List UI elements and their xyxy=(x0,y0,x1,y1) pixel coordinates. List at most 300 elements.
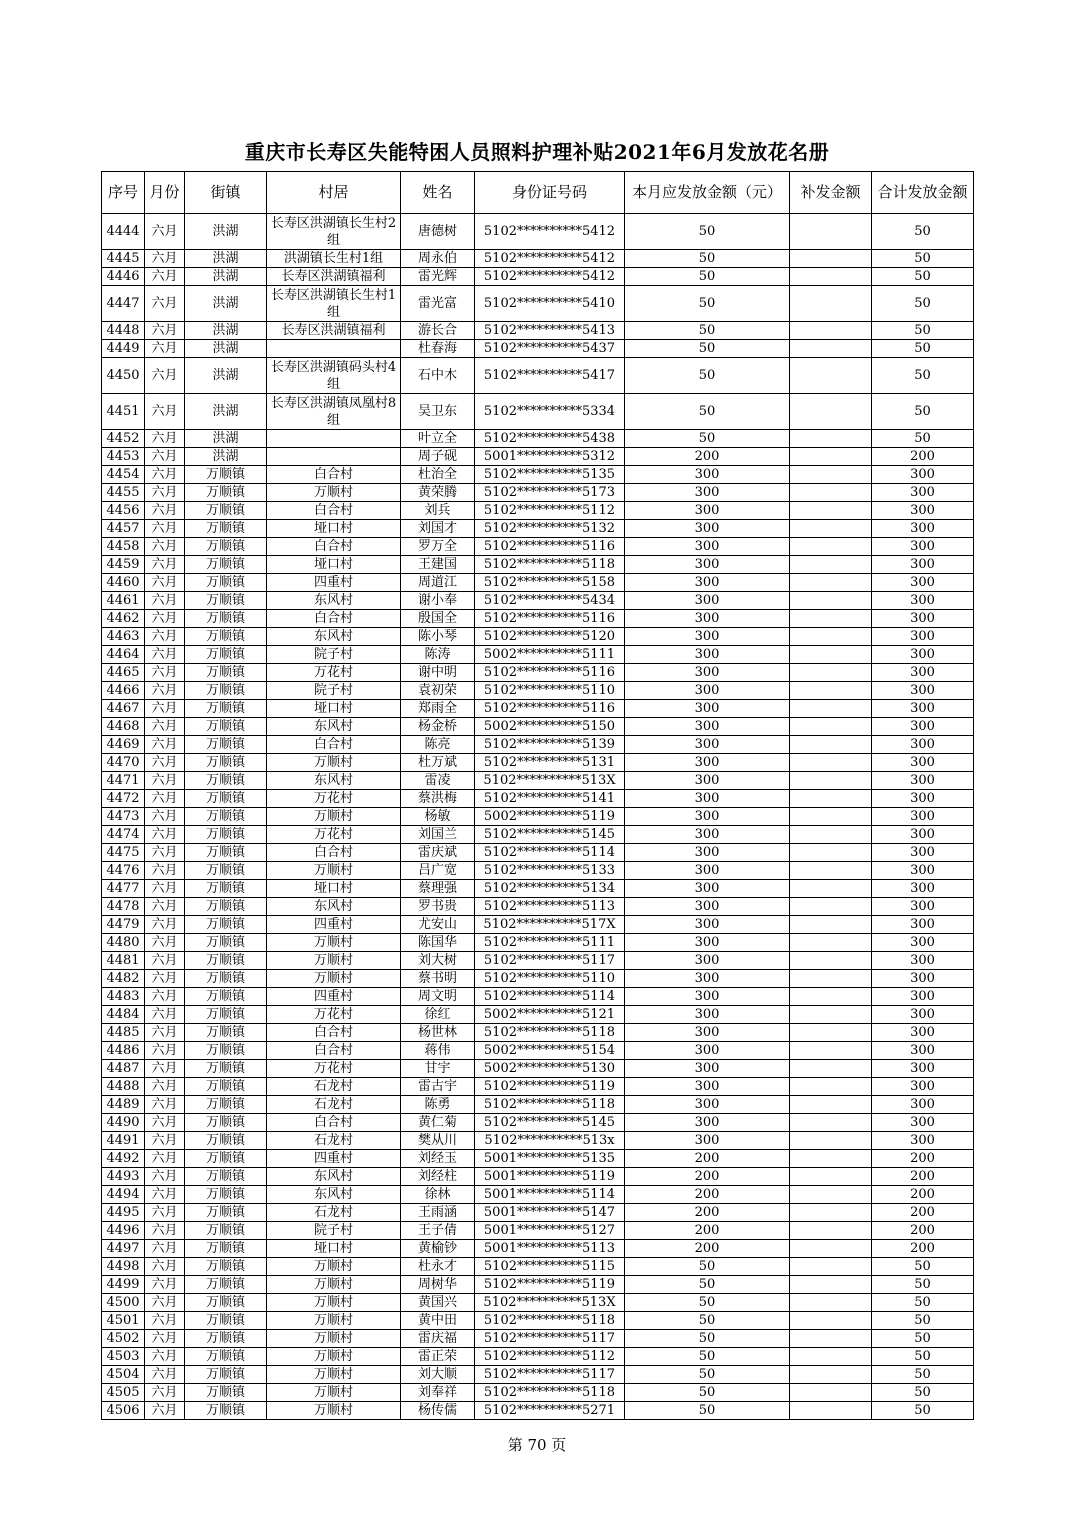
cell-no: 4485 xyxy=(102,1024,145,1042)
cell-name: 周子砚 xyxy=(401,448,475,466)
cell-town: 万顺镇 xyxy=(185,682,267,700)
cell-supplement xyxy=(790,574,872,592)
cell-total: 300 xyxy=(872,502,974,520)
cell-amount: 300 xyxy=(625,700,790,718)
cell-supplement xyxy=(790,268,872,286)
cell-town: 万顺镇 xyxy=(185,1222,267,1240)
table-row xyxy=(102,1312,974,1330)
cell-village: 洪湖镇长生村1组 xyxy=(267,250,401,268)
cell-name: 吴卫东 xyxy=(401,394,475,430)
cell-name: 吕广宽 xyxy=(401,862,475,880)
cell-total: 300 xyxy=(872,538,974,556)
cell-amount: 50 xyxy=(625,286,790,322)
cell-amount: 300 xyxy=(625,1006,790,1024)
cell-supplement xyxy=(790,934,872,952)
cell-month: 六月 xyxy=(145,1348,185,1366)
cell-id-number: 5102**********513X xyxy=(475,772,625,790)
cell-month: 六月 xyxy=(145,1402,185,1420)
cell-month: 六月 xyxy=(145,934,185,952)
cell-no: 4504 xyxy=(102,1366,145,1384)
cell-month: 六月 xyxy=(145,988,185,1006)
cell-no: 4463 xyxy=(102,628,145,646)
cell-total: 50 xyxy=(872,1384,974,1402)
cell-town: 万顺镇 xyxy=(185,898,267,916)
cell-village xyxy=(267,448,401,466)
cell-supplement xyxy=(790,808,872,826)
cell-id-number: 5001**********5147 xyxy=(475,1204,625,1222)
cell-month: 六月 xyxy=(145,1222,185,1240)
cell-amount: 300 xyxy=(625,502,790,520)
cell-amount: 200 xyxy=(625,1240,790,1258)
cell-village: 四重村 xyxy=(267,1150,401,1168)
cell-no: 4499 xyxy=(102,1276,145,1294)
cell-total: 50 xyxy=(872,268,974,286)
cell-name: 郑雨全 xyxy=(401,700,475,718)
table-row xyxy=(102,1240,974,1258)
cell-total: 50 xyxy=(872,340,974,358)
table-row xyxy=(102,952,974,970)
cell-no: 4490 xyxy=(102,1114,145,1132)
cell-id-number: 5001**********5114 xyxy=(475,1186,625,1204)
cell-total: 300 xyxy=(872,700,974,718)
cell-id-number: 5102**********5131 xyxy=(475,754,625,772)
cell-village: 石龙村 xyxy=(267,1132,401,1150)
cell-id-number: 5001**********5113 xyxy=(475,1240,625,1258)
cell-month: 六月 xyxy=(145,952,185,970)
cell-name: 黄荣腾 xyxy=(401,484,475,502)
cell-month: 六月 xyxy=(145,1366,185,1384)
cell-no: 4459 xyxy=(102,556,145,574)
header-month: 月份 xyxy=(145,172,185,214)
subsidy-roster-table xyxy=(101,171,974,1420)
cell-name: 雷庆斌 xyxy=(401,844,475,862)
cell-id-number: 5102**********5437 xyxy=(475,340,625,358)
cell-name: 黄仁菊 xyxy=(401,1114,475,1132)
cell-no: 4473 xyxy=(102,808,145,826)
cell-village: 万顺村 xyxy=(267,1348,401,1366)
cell-amount: 300 xyxy=(625,862,790,880)
cell-village: 万花村 xyxy=(267,1060,401,1078)
cell-month: 六月 xyxy=(145,772,185,790)
cell-amount: 300 xyxy=(625,1042,790,1060)
table-row xyxy=(102,862,974,880)
cell-amount: 50 xyxy=(625,394,790,430)
cell-village: 院子村 xyxy=(267,646,401,664)
cell-village: 东风村 xyxy=(267,898,401,916)
cell-name: 杨世林 xyxy=(401,1024,475,1042)
cell-village: 院子村 xyxy=(267,682,401,700)
cell-total: 300 xyxy=(872,1024,974,1042)
cell-village: 白合村 xyxy=(267,538,401,556)
cell-month: 六月 xyxy=(145,628,185,646)
cell-name: 雷古宇 xyxy=(401,1078,475,1096)
cell-id-number: 5102**********5116 xyxy=(475,610,625,628)
table-row xyxy=(102,1096,974,1114)
cell-month: 六月 xyxy=(145,1276,185,1294)
cell-name: 雷光辉 xyxy=(401,268,475,286)
cell-town: 万顺镇 xyxy=(185,1384,267,1402)
cell-town: 万顺镇 xyxy=(185,1258,267,1276)
cell-name: 黄榆钞 xyxy=(401,1240,475,1258)
cell-id-number: 5002**********5130 xyxy=(475,1060,625,1078)
cell-supplement xyxy=(790,1294,872,1312)
cell-name: 蒋伟 xyxy=(401,1042,475,1060)
cell-town: 万顺镇 xyxy=(185,1096,267,1114)
cell-supplement xyxy=(790,1258,872,1276)
cell-month: 六月 xyxy=(145,1240,185,1258)
cell-amount: 300 xyxy=(625,556,790,574)
cell-town: 洪湖 xyxy=(185,340,267,358)
cell-total: 300 xyxy=(872,826,974,844)
cell-amount: 300 xyxy=(625,1114,790,1132)
cell-town: 万顺镇 xyxy=(185,1366,267,1384)
cell-town: 万顺镇 xyxy=(185,520,267,538)
cell-id-number: 5102**********5412 xyxy=(475,268,625,286)
table-row xyxy=(102,1024,974,1042)
cell-town: 万顺镇 xyxy=(185,1294,267,1312)
cell-id-number: 5102**********5412 xyxy=(475,250,625,268)
cell-name: 杜万斌 xyxy=(401,754,475,772)
cell-id-number: 5102**********5141 xyxy=(475,790,625,808)
cell-month: 六月 xyxy=(145,664,185,682)
cell-amount: 50 xyxy=(625,1258,790,1276)
cell-id-number: 5102**********5434 xyxy=(475,592,625,610)
cell-month: 六月 xyxy=(145,862,185,880)
cell-village: 万顺村 xyxy=(267,862,401,880)
cell-no: 4503 xyxy=(102,1348,145,1366)
table-row xyxy=(102,1150,974,1168)
cell-month: 六月 xyxy=(145,214,185,250)
cell-supplement xyxy=(790,862,872,880)
cell-village: 院子村 xyxy=(267,1222,401,1240)
cell-town: 洪湖 xyxy=(185,358,267,394)
cell-town: 万顺镇 xyxy=(185,1132,267,1150)
cell-amount: 200 xyxy=(625,448,790,466)
cell-village: 白合村 xyxy=(267,1042,401,1060)
cell-total: 300 xyxy=(872,934,974,952)
cell-total: 300 xyxy=(872,754,974,772)
cell-village: 白合村 xyxy=(267,610,401,628)
cell-month: 六月 xyxy=(145,898,185,916)
cell-id-number: 5102**********5132 xyxy=(475,520,625,538)
cell-supplement xyxy=(790,916,872,934)
cell-village: 万顺村 xyxy=(267,1384,401,1402)
table-row xyxy=(102,484,974,502)
table-row xyxy=(102,1258,974,1276)
cell-name: 黄国兴 xyxy=(401,1294,475,1312)
cell-month: 六月 xyxy=(145,754,185,772)
cell-no: 4453 xyxy=(102,448,145,466)
header-village: 村居 xyxy=(267,172,401,214)
cell-name: 雷凌 xyxy=(401,772,475,790)
cell-supplement xyxy=(790,358,872,394)
cell-town: 万顺镇 xyxy=(185,466,267,484)
cell-id-number: 5102**********5112 xyxy=(475,1348,625,1366)
cell-supplement xyxy=(790,430,872,448)
page-title: 重庆市长寿区失能特困人员照料护理补贴2021年6月发放花名册 xyxy=(244,140,830,164)
table-row xyxy=(102,1222,974,1240)
cell-id-number: 5102**********5438 xyxy=(475,430,625,448)
cell-total: 300 xyxy=(872,556,974,574)
cell-supplement xyxy=(790,322,872,340)
cell-village: 垭口村 xyxy=(267,1240,401,1258)
cell-supplement xyxy=(790,538,872,556)
cell-village: 石龙村 xyxy=(267,1078,401,1096)
cell-town: 万顺镇 xyxy=(185,934,267,952)
cell-amount: 300 xyxy=(625,898,790,916)
cell-month: 六月 xyxy=(145,916,185,934)
cell-name: 徐红 xyxy=(401,1006,475,1024)
table-row xyxy=(102,1330,974,1348)
cell-total: 50 xyxy=(872,430,974,448)
cell-supplement xyxy=(790,1042,872,1060)
cell-no: 4471 xyxy=(102,772,145,790)
cell-town: 洪湖 xyxy=(185,250,267,268)
cell-total: 300 xyxy=(872,772,974,790)
cell-name: 刘经玉 xyxy=(401,1150,475,1168)
cell-no: 4454 xyxy=(102,466,145,484)
cell-month: 六月 xyxy=(145,1060,185,1078)
cell-supplement xyxy=(790,1132,872,1150)
cell-supplement xyxy=(790,1186,872,1204)
cell-village xyxy=(267,430,401,448)
cell-id-number: 5102**********5119 xyxy=(475,1078,625,1096)
cell-id-number: 5102**********5145 xyxy=(475,1114,625,1132)
cell-no: 4505 xyxy=(102,1384,145,1402)
cell-name: 陈勇 xyxy=(401,1096,475,1114)
cell-id-number: 5102**********5158 xyxy=(475,574,625,592)
cell-name: 周道江 xyxy=(401,574,475,592)
cell-total: 300 xyxy=(872,664,974,682)
cell-name: 樊从川 xyxy=(401,1132,475,1150)
cell-total: 200 xyxy=(872,1222,974,1240)
cell-supplement xyxy=(790,1150,872,1168)
cell-village: 长寿区洪湖镇长生村2组 xyxy=(267,214,401,250)
cell-no: 4500 xyxy=(102,1294,145,1312)
cell-total: 200 xyxy=(872,1168,974,1186)
cell-town: 万顺镇 xyxy=(185,1186,267,1204)
cell-name: 黄中田 xyxy=(401,1312,475,1330)
cell-village: 东风村 xyxy=(267,592,401,610)
cell-amount: 50 xyxy=(625,358,790,394)
cell-supplement xyxy=(790,1240,872,1258)
cell-amount: 200 xyxy=(625,1186,790,1204)
cell-village: 东风村 xyxy=(267,718,401,736)
cell-month: 六月 xyxy=(145,322,185,340)
cell-no: 4489 xyxy=(102,1096,145,1114)
table-row xyxy=(102,556,974,574)
cell-total: 300 xyxy=(872,1006,974,1024)
cell-town: 万顺镇 xyxy=(185,538,267,556)
cell-no: 4457 xyxy=(102,520,145,538)
cell-village: 垭口村 xyxy=(267,880,401,898)
cell-id-number: 5102**********5117 xyxy=(475,1366,625,1384)
cell-supplement xyxy=(790,1276,872,1294)
cell-total: 300 xyxy=(872,718,974,736)
cell-supplement xyxy=(790,1114,872,1132)
cell-supplement xyxy=(790,1402,872,1420)
cell-village: 万顺村 xyxy=(267,1330,401,1348)
cell-month: 六月 xyxy=(145,556,185,574)
cell-town: 洪湖 xyxy=(185,430,267,448)
cell-village: 四重村 xyxy=(267,988,401,1006)
cell-month: 六月 xyxy=(145,592,185,610)
table-row xyxy=(102,826,974,844)
cell-town: 万顺镇 xyxy=(185,1330,267,1348)
cell-total: 200 xyxy=(872,1186,974,1204)
cell-month: 六月 xyxy=(145,808,185,826)
table-row xyxy=(102,664,974,682)
cell-id-number: 5102**********5116 xyxy=(475,700,625,718)
cell-town: 万顺镇 xyxy=(185,952,267,970)
cell-total: 50 xyxy=(872,1312,974,1330)
cell-total: 300 xyxy=(872,898,974,916)
cell-town: 万顺镇 xyxy=(185,610,267,628)
cell-id-number: 5102**********5116 xyxy=(475,664,625,682)
cell-village: 垭口村 xyxy=(267,520,401,538)
cell-name: 杨敏 xyxy=(401,808,475,826)
cell-name: 袁初荣 xyxy=(401,682,475,700)
table-row xyxy=(102,808,974,826)
cell-town: 洪湖 xyxy=(185,286,267,322)
header-amount: 本月应发放金额（元） xyxy=(625,172,790,214)
cell-town: 万顺镇 xyxy=(185,1150,267,1168)
cell-name: 杨金桥 xyxy=(401,718,475,736)
cell-no: 4486 xyxy=(102,1042,145,1060)
cell-amount: 300 xyxy=(625,592,790,610)
cell-village: 长寿区洪湖镇福利 xyxy=(267,322,401,340)
table-row xyxy=(102,1294,974,1312)
cell-amount: 300 xyxy=(625,880,790,898)
cell-id-number: 5102**********5114 xyxy=(475,844,625,862)
cell-town: 万顺镇 xyxy=(185,664,267,682)
cell-month: 六月 xyxy=(145,1078,185,1096)
cell-name: 刘兵 xyxy=(401,502,475,520)
cell-supplement xyxy=(790,628,872,646)
cell-total: 50 xyxy=(872,286,974,322)
cell-month: 六月 xyxy=(145,286,185,322)
cell-supplement xyxy=(790,664,872,682)
table-row xyxy=(102,898,974,916)
cell-total: 300 xyxy=(872,592,974,610)
cell-no: 4480 xyxy=(102,934,145,952)
cell-supplement xyxy=(790,214,872,250)
table-row xyxy=(102,1276,974,1294)
cell-name: 刘大顺 xyxy=(401,1366,475,1384)
cell-month: 六月 xyxy=(145,466,185,484)
table-row xyxy=(102,1384,974,1402)
cell-no: 4458 xyxy=(102,538,145,556)
table-row xyxy=(102,574,974,592)
cell-amount: 50 xyxy=(625,1348,790,1366)
cell-no: 4475 xyxy=(102,844,145,862)
cell-month: 六月 xyxy=(145,880,185,898)
cell-village: 万顺村 xyxy=(267,1276,401,1294)
cell-village: 万顺村 xyxy=(267,484,401,502)
cell-supplement xyxy=(790,682,872,700)
cell-name: 陈涛 xyxy=(401,646,475,664)
cell-village: 万花村 xyxy=(267,1006,401,1024)
table-row xyxy=(102,250,974,268)
cell-village: 万顺村 xyxy=(267,952,401,970)
cell-total: 50 xyxy=(872,1402,974,1420)
cell-total: 300 xyxy=(872,736,974,754)
cell-id-number: 5102**********513X xyxy=(475,1294,625,1312)
cell-village: 万顺村 xyxy=(267,934,401,952)
table-row xyxy=(102,970,974,988)
cell-town: 洪湖 xyxy=(185,394,267,430)
cell-town: 洪湖 xyxy=(185,322,267,340)
cell-id-number: 5102**********5117 xyxy=(475,1330,625,1348)
table-row xyxy=(102,1168,974,1186)
table-row xyxy=(102,214,974,250)
cell-no: 4464 xyxy=(102,646,145,664)
cell-amount: 300 xyxy=(625,952,790,970)
cell-id-number: 5102**********5271 xyxy=(475,1402,625,1420)
cell-amount: 300 xyxy=(625,790,790,808)
cell-no: 4482 xyxy=(102,970,145,988)
cell-id-number: 5102**********513x xyxy=(475,1132,625,1150)
table-row xyxy=(102,358,974,394)
cell-supplement xyxy=(790,610,872,628)
cell-total: 50 xyxy=(872,250,974,268)
cell-id-number: 5002**********5111 xyxy=(475,646,625,664)
table-row xyxy=(102,322,974,340)
cell-no: 4462 xyxy=(102,610,145,628)
cell-total: 300 xyxy=(872,1078,974,1096)
cell-amount: 300 xyxy=(625,844,790,862)
cell-village: 万顺村 xyxy=(267,754,401,772)
cell-name: 罗万全 xyxy=(401,538,475,556)
cell-no: 4445 xyxy=(102,250,145,268)
table-row xyxy=(102,700,974,718)
cell-id-number: 5102**********5118 xyxy=(475,1096,625,1114)
cell-name: 杜治全 xyxy=(401,466,475,484)
cell-town: 万顺镇 xyxy=(185,988,267,1006)
cell-no: 4474 xyxy=(102,826,145,844)
cell-total: 300 xyxy=(872,1096,974,1114)
cell-no: 4469 xyxy=(102,736,145,754)
cell-month: 六月 xyxy=(145,682,185,700)
cell-amount: 300 xyxy=(625,718,790,736)
table-row xyxy=(102,430,974,448)
table-row xyxy=(102,286,974,322)
cell-id-number: 5102**********5410 xyxy=(475,286,625,322)
cell-month: 六月 xyxy=(145,538,185,556)
table-row xyxy=(102,790,974,808)
cell-supplement xyxy=(790,1384,872,1402)
cell-village: 东风村 xyxy=(267,1186,401,1204)
cell-month: 六月 xyxy=(145,1204,185,1222)
cell-amount: 300 xyxy=(625,664,790,682)
cell-month: 六月 xyxy=(145,1294,185,1312)
header-town: 街镇 xyxy=(185,172,267,214)
cell-village: 东风村 xyxy=(267,628,401,646)
cell-total: 200 xyxy=(872,1150,974,1168)
header-no: 序号 xyxy=(102,172,145,214)
cell-amount: 300 xyxy=(625,484,790,502)
cell-total: 50 xyxy=(872,322,974,340)
table-row xyxy=(102,1114,974,1132)
cell-name: 蔡书明 xyxy=(401,970,475,988)
cell-total: 300 xyxy=(872,970,974,988)
cell-total: 200 xyxy=(872,1240,974,1258)
cell-amount: 300 xyxy=(625,520,790,538)
cell-name: 雷庆福 xyxy=(401,1330,475,1348)
cell-no: 4461 xyxy=(102,592,145,610)
cell-supplement xyxy=(790,1006,872,1024)
cell-amount: 300 xyxy=(625,1078,790,1096)
